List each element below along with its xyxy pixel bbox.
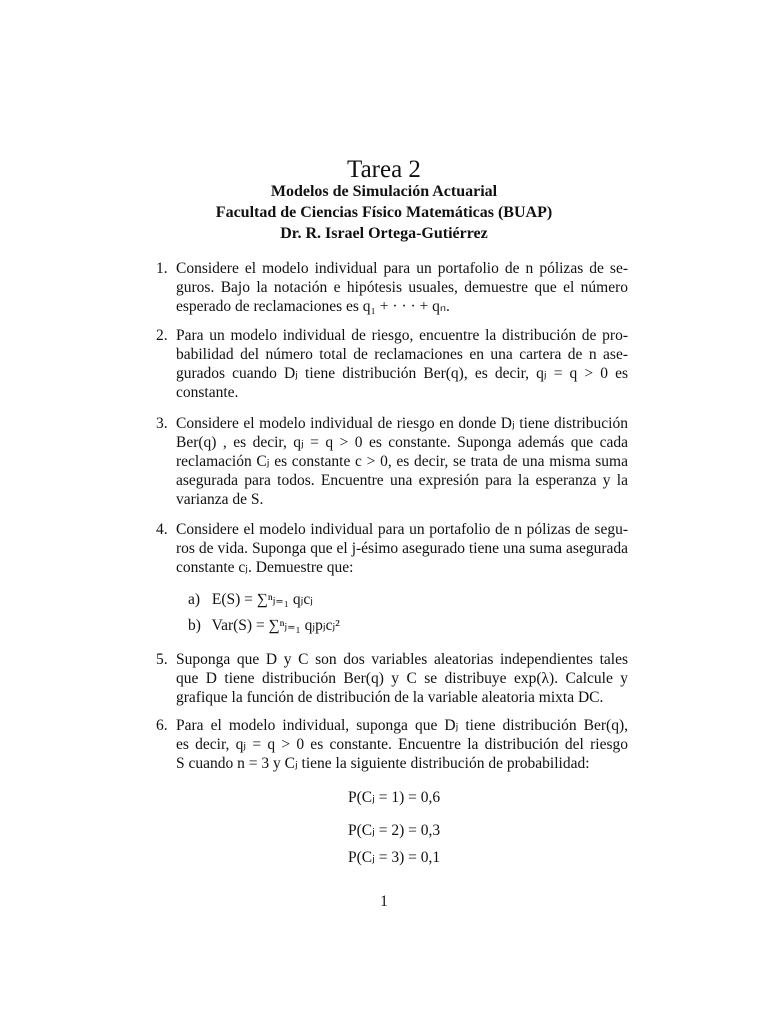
subitem-b xyxy=(188,616,340,635)
problem-line: es decir, qⱼ = q > 0 es constante. Encuentre la distribución del riesgo xyxy=(176,736,628,753)
problem-line: asegurada para todos. Encuentre una expresión para la esperanza y la xyxy=(176,472,628,489)
problem-1 xyxy=(156,259,628,316)
problem-4 xyxy=(156,520,628,577)
probability-equation: P(Cⱼ = 1) = 0,6 xyxy=(348,789,441,806)
problem-line: grafique la función de distribución de la variable aleatoria mixta DC. xyxy=(176,689,604,706)
probability-equation: P(Cⱼ = 2) = 0,3 xyxy=(348,822,441,839)
problem-line: S cuando n = 3 y Cⱼ tiene la siguiente distribución de probabilidad: xyxy=(176,755,590,772)
problem-line: Considere el modelo individual de riesgo en donde Dⱼ tiene distribución xyxy=(176,415,628,432)
problem-number: 1. xyxy=(156,260,168,277)
subitem-formula: Var(S) = ∑ⁿⱼ₌₁ qⱼpⱼcⱼ² xyxy=(211,617,340,634)
problem-line: ros de vida. Suponga que el j-ésimo asegurado tiene una suma asegurada xyxy=(176,540,628,557)
problem-line: que D tiene distribución Ber(q) y C se distribuye exp(λ). Calcule y xyxy=(176,670,628,687)
problem-line: Considere el modelo individual para un portafolio de n pólizas de segu- xyxy=(176,521,628,538)
problem-6 xyxy=(156,716,628,773)
problem-line: Para el modelo individual, suponga que Dⱼ tiene distribución Ber(q), xyxy=(176,717,628,734)
faculty-name: Facultad de Ciencias Físico Matemáticas (BUAP) xyxy=(215,204,553,221)
problem-line: babilidad del número total de reclamaciones en una cartera de n ase- xyxy=(176,346,628,363)
author-name: Dr. R. Israel Ortega-Gutiérrez xyxy=(280,225,488,242)
problem-number: 2. xyxy=(156,327,168,344)
problem-5 xyxy=(156,650,628,707)
probability-equation: P(Cⱼ = 3) = 0,1 xyxy=(348,849,441,866)
problem-number: 5. xyxy=(156,651,168,668)
problem-line: Para un modelo individual de riesgo, encuentre la distribución de pro- xyxy=(176,327,628,344)
subitem-formula: E(S) = ∑ⁿⱼ₌₁ qⱼcⱼ xyxy=(211,591,313,608)
problem-line: guros. Bajo la notación e hipótesis usuales, demuestre que el número xyxy=(176,279,628,296)
subitem-label: b) xyxy=(188,617,201,634)
subitem-label: a) xyxy=(188,591,201,608)
problem-3 xyxy=(156,414,628,509)
problem-2 xyxy=(156,326,628,402)
problem-number: 4. xyxy=(156,521,168,538)
course-name: Modelos de Simulación Actuarial xyxy=(270,183,498,200)
problem-number: 3. xyxy=(156,415,168,432)
problem-line: constante cⱼ. Demuestre que: xyxy=(176,559,354,576)
subitem-a xyxy=(188,590,313,609)
problem-line: Ber(q) , es decir, qⱼ = q > 0 es constante. Suponga además que cada xyxy=(176,434,628,451)
problem-line: gurados cuando Dⱼ tiene distribución Ber(q), es decir, qⱼ = q > 0 es xyxy=(176,365,628,382)
problem-line: esperado de reclamaciones es q₁ + · · · + qₙ. xyxy=(176,298,450,315)
document-title: Tarea 2 xyxy=(347,156,421,183)
problem-line: Suponga que D y C son dos variables aleatorias independientes tales xyxy=(176,651,628,668)
page-number: 1 xyxy=(380,893,388,910)
problem-line: varianza de S. xyxy=(176,491,264,508)
problem-line: constante. xyxy=(176,384,239,401)
problem-line: reclamación Cⱼ es constante c > 0, es decir, se trata de una misma suma xyxy=(176,453,628,470)
problem-line: Considere el modelo individual para un portafolio de n pólizas de se- xyxy=(176,260,628,277)
problem-number: 6. xyxy=(156,717,168,734)
